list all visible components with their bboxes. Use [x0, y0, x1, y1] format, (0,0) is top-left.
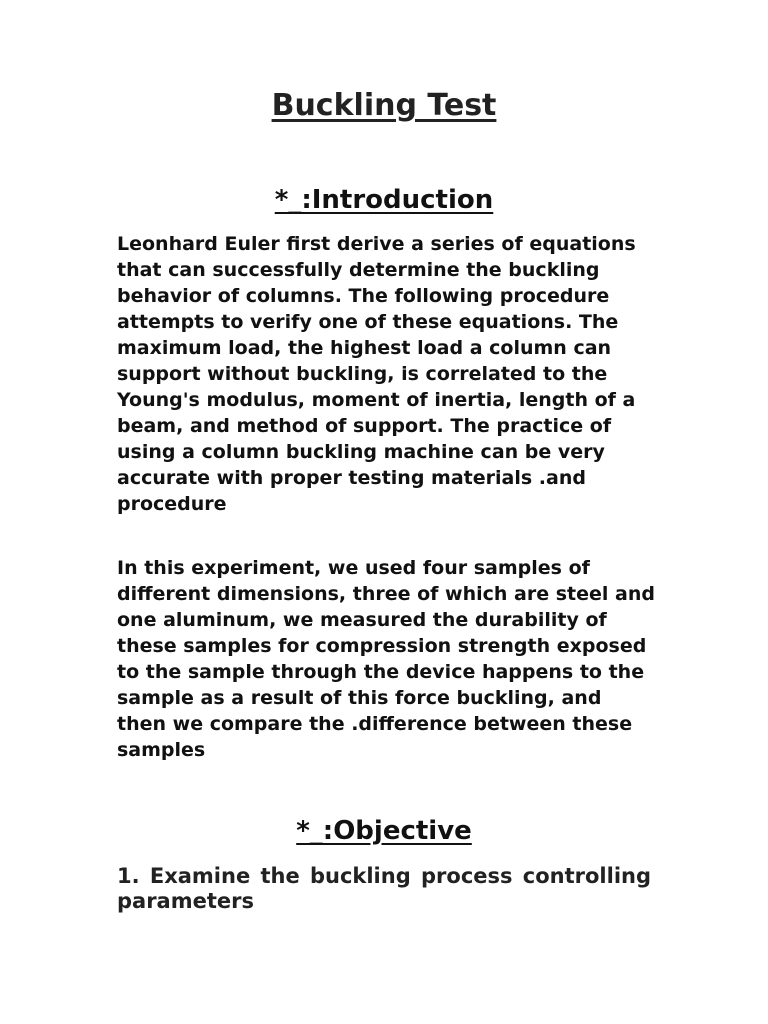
document-title: Buckling Test [271, 88, 497, 123]
introduction-heading: *_:Introduction [274, 185, 494, 215]
objective-heading: *_:Objective [296, 816, 472, 846]
objective-item-1: 1. Examine the buckling process controlling parameters [117, 864, 651, 913]
introduction-paragraph-1: Leonhard Euler first derive a series of equations that can successfully determine the buckling behavior of columns. The following procedure attempts to verify one of these equations. The maximum load, the highest load a column can support without buckling, is correlated to the Young's modulus, moment of inertia, length of a beam, and method of support. The practice of using a column buckling machine can be very accurate with proper testing materials .and procedure [117, 233, 636, 515]
introduction-paragraph-2: In this experiment, we used four samples of different dimensions, three of which are steel and one aluminum, we measured the durability of these samples for compression strength exposed to the sample through the device happens to the sample as a result of this force buckling, and then we compare the .difference between these samples [117, 557, 655, 761]
